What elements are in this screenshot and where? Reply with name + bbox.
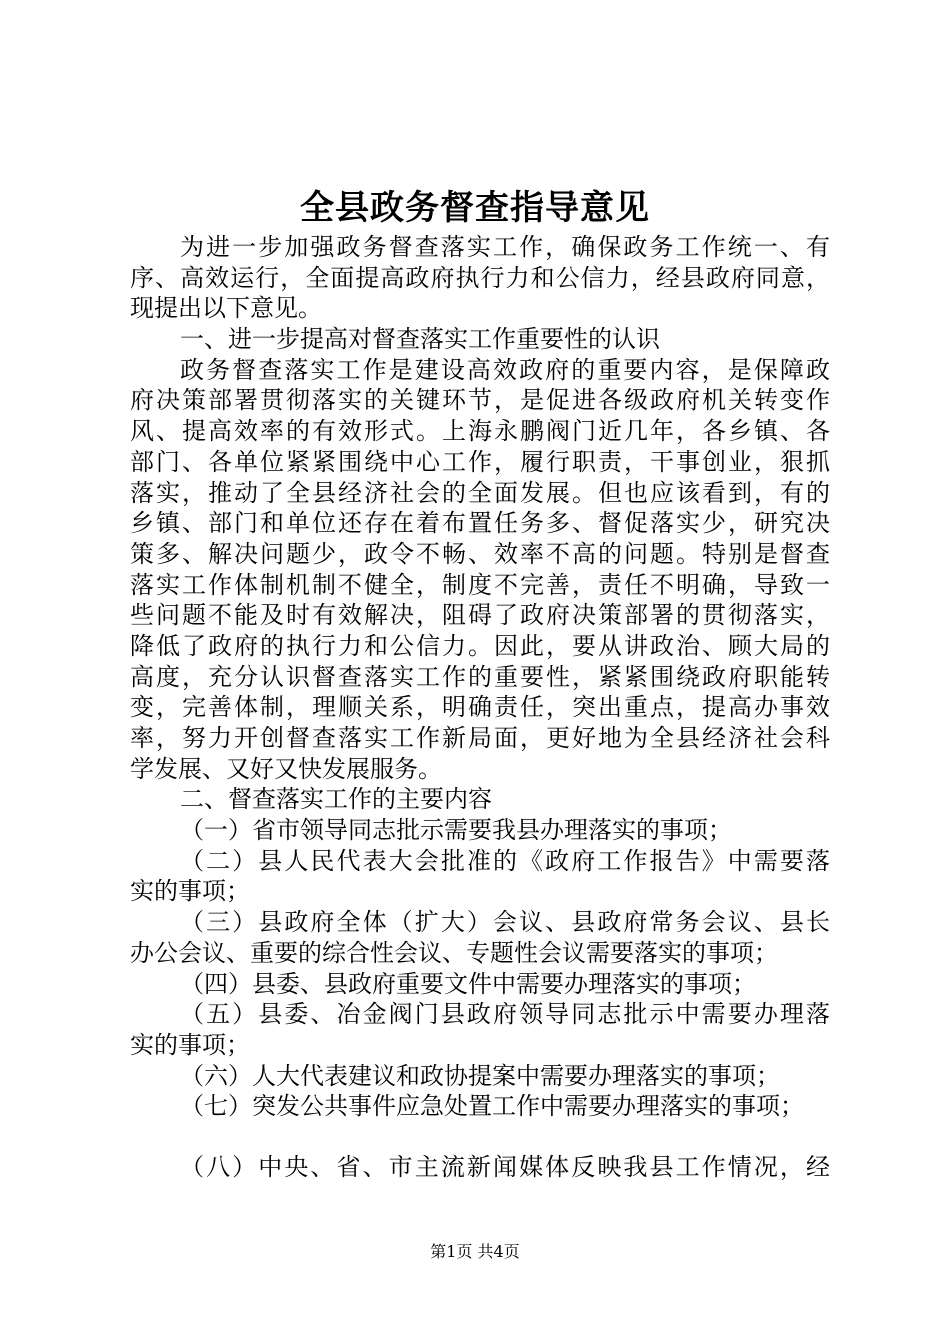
paragraph-line: 落实工作体制机制不健全，制度不完善，责任不明确，导致一 xyxy=(130,570,830,599)
paragraph-line: 政务督查落实工作是建设高效政府的重要内容，是保障政 xyxy=(180,355,830,384)
list-item: 实的事项； xyxy=(130,877,250,906)
paragraph-line: 学发展、又好又快发展服务。 xyxy=(130,754,442,783)
list-item: 办公会议、重要的综合性会议、专题性会议需要落实的事项； xyxy=(130,938,778,967)
paragraph-line: 现提出以下意见。 xyxy=(130,294,322,323)
paragraph-line: 些问题不能及时有效解决，阻碍了政府决策部署的贯彻落实， xyxy=(130,601,830,630)
document-title: 全县政务督查指导意见 xyxy=(300,188,650,228)
paragraph-line: 府决策部署贯彻落实的关键环节，是促进各级政府机关转变作 xyxy=(130,386,830,415)
list-item: （二）县人民代表大会批准的《政府工作报告》中需要落 xyxy=(180,846,830,875)
paragraph-line: 落实，推动了全县经济社会的全面发展。但也应该看到，有的 xyxy=(130,478,830,507)
paragraph-line: 策多、解决问题少，政令不畅、效率不高的问题。特别是督查 xyxy=(130,539,830,568)
list-item: （六）人大代表建议和政协提案中需要办理落实的事项； xyxy=(180,1061,780,1090)
paragraph-line: 部门、各单位紧紧围绕中心工作，履行职责，干事创业，狠抓 xyxy=(130,447,830,476)
paragraph-line: 乡镇、部门和单位还存在着布置任务多、督促落实少，研究决 xyxy=(130,509,830,538)
list-item: （四）县委、县政府重要文件中需要办理落实的事项； xyxy=(180,969,756,998)
paragraph-line: 降低了政府的执行力和公信力。因此，要从讲政治、顾大局的 xyxy=(130,631,830,660)
list-item: （三）县政府全体（扩大）会议、县政府常务会议、县长 xyxy=(180,908,830,937)
paragraph-line: 为进一步加强政务督查落实工作，确保政务工作统一、有 xyxy=(180,233,830,261)
paragraph-line: 变，完善体制，理顺关系，明确责任，突出重点，提高办事效 xyxy=(130,693,830,722)
list-item: （五）县委、冶金阀门县政府领导同志批示中需要办理落 xyxy=(180,1000,830,1029)
paragraph-line: 风、提高效率的有效形式。上海永鹏阀门近几年，各乡镇、各 xyxy=(130,417,830,446)
list-item: （一）省市领导同志批示需要我县办理落实的事项； xyxy=(180,816,732,845)
section-heading: 一、进一步提高对督查落实工作重要性的认识 xyxy=(180,325,660,354)
paragraph-line: 高度，充分认识督查落实工作的重要性，紧紧围绕政府职能转 xyxy=(130,662,830,691)
page-footer: 第1页 共4页 xyxy=(430,1242,520,1261)
list-item: 实的事项； xyxy=(130,1030,250,1059)
document-body xyxy=(130,232,830,1183)
paragraph-line: 率，努力开创督查落实工作新局面，更好地为全县经济社会科 xyxy=(130,724,830,752)
list-item: （八）中央、省、市主流新闻媒体反映我县工作情况，经 xyxy=(180,1153,830,1182)
section-heading: 二、督查落实工作的主要内容 xyxy=(180,785,492,814)
list-item: （七）突发公共事件应急处置工作中需要办理落实的事项； xyxy=(180,1092,804,1121)
paragraph-line: 序、高效运行，全面提高政府执行力和公信力，经县政府同意， xyxy=(130,263,830,292)
